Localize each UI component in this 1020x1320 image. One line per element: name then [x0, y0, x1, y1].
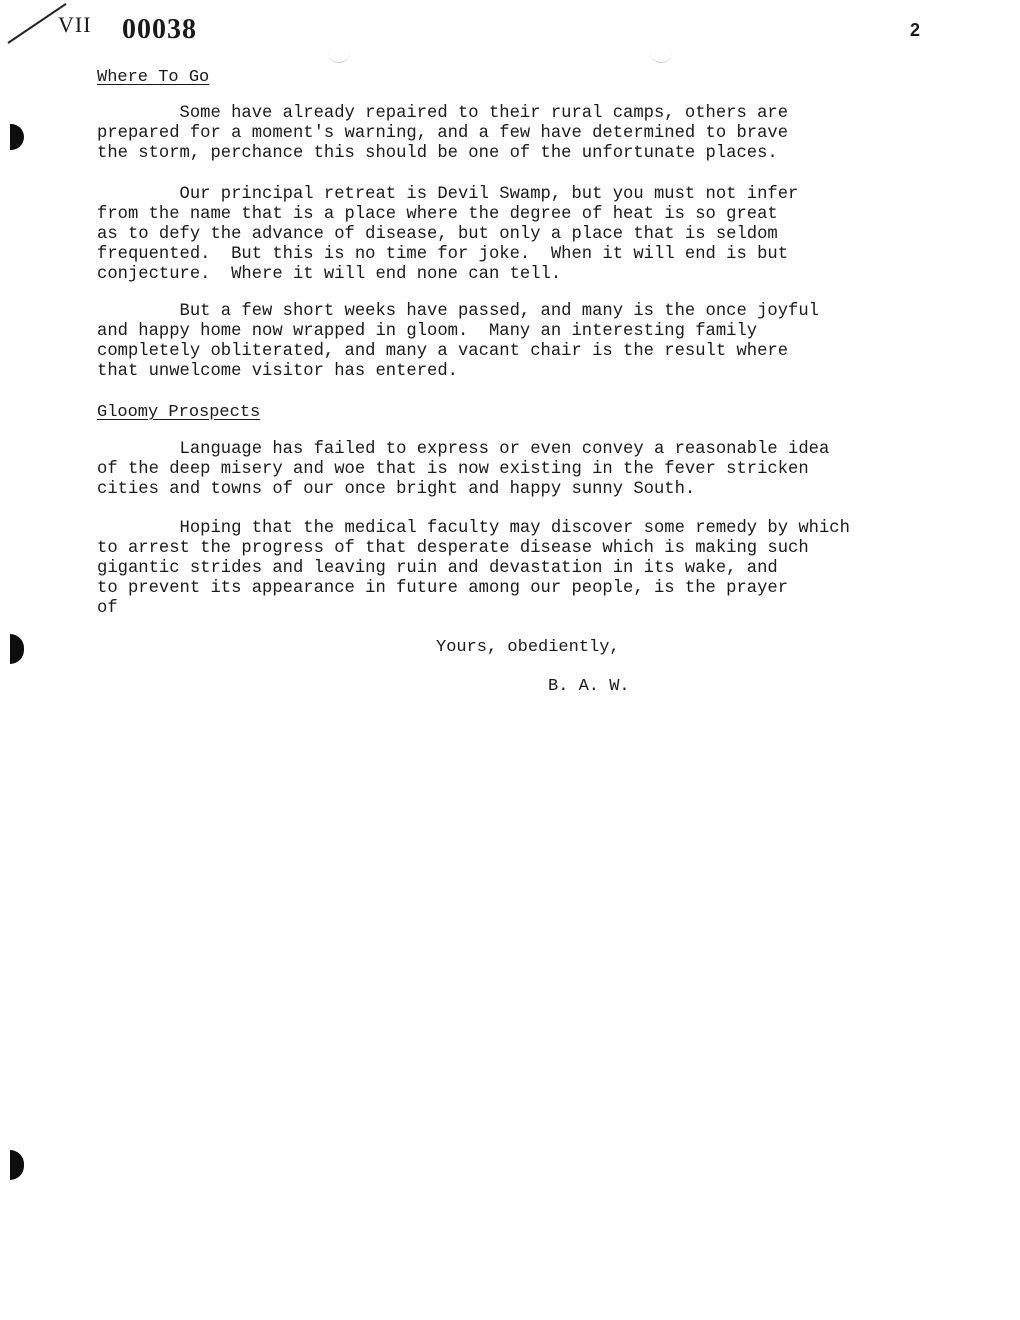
document-number: 00038	[122, 14, 197, 45]
section-heading-where-to-go: Where To Go	[97, 68, 210, 87]
closing-line: Yours, obediently,	[436, 638, 620, 657]
binder-hole-mark	[10, 634, 24, 664]
section-heading-gloomy-prospects: Gloomy Prospects	[97, 403, 261, 422]
fold-mark	[650, 52, 672, 63]
paragraph: Our principal retreat is Devil Swamp, but you must not infer from the name that is a place where the degree of heat is so great as to defy the advance of disease, but only a place that is seldom frequented. But this is no time for joke. When it will end is but conjecture. Where it will end none can tell.	[97, 185, 799, 284]
signature-initials: B. A. W.	[548, 677, 630, 696]
binder-hole-mark	[10, 124, 24, 150]
paragraph: Some have already repaired to their rural camps, others are prepared for a moment's warning, and a few have determined to brave the storm, perchance this should be one of the unfortunate places.	[97, 104, 789, 163]
paragraph: Language has failed to express or even convey a reasonable idea of the deep misery and woe that is now existing in the fever stricken cities and towns of our once bright and happy sunny South.	[97, 440, 830, 499]
roman-numeral-mark: VII	[58, 12, 92, 37]
fold-mark	[328, 52, 350, 63]
paragraph: Hoping that the medical faculty may discover some remedy by which to arrest the progress of that desperate disease which is making such gigantic strides and leaving ruin and devastation in its wake, and to prevent its appearance in future among our people, is the prayer of	[97, 519, 850, 618]
binder-hole-mark	[10, 1150, 24, 1180]
paragraph: But a few short weeks have passed, and many is the once joyful and happy home now wrapped in gloom. Many an interesting family completely obliterated, and many a vacant chair is the result where that unwelcome visitor has entered.	[97, 302, 819, 381]
page-number: 2	[910, 20, 921, 40]
